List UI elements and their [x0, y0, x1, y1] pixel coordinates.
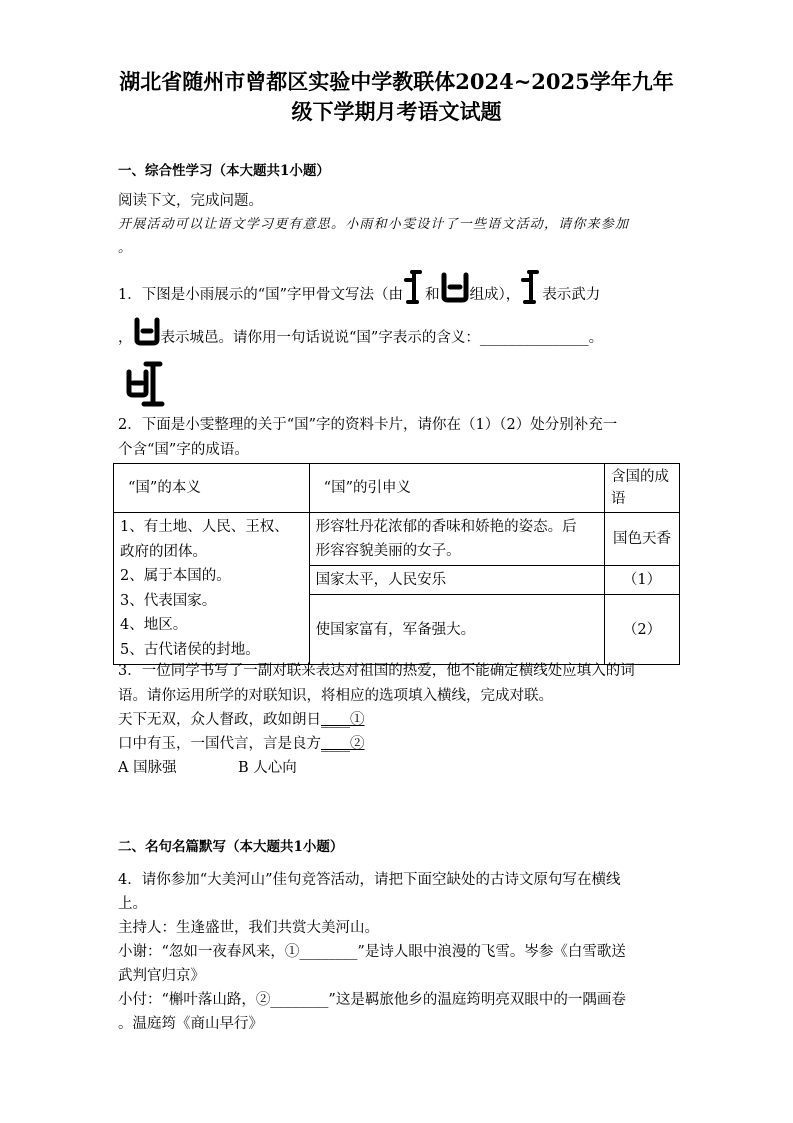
header-yinshen: “国”的引申义 [309, 464, 604, 513]
benyi-cell [114, 513, 310, 665]
couplet-text: 口中有玉，一国代言，言是良方 [118, 736, 321, 752]
oracle-ge-icon [403, 268, 425, 322]
q1-line2-comma: ， [118, 330, 133, 346]
yinshen-cell: 国家太平，人民安乐 [309, 566, 604, 595]
header-idiom: 含国的成语 [605, 464, 680, 513]
couplet-text: 天下无双，众人督政，政如朗日 [118, 712, 321, 728]
q1-part3: 表示武力 [542, 287, 601, 303]
q1-and: 和 [425, 287, 440, 303]
q3-option-a: A 国脉强 [118, 760, 177, 776]
section1-heading: 一、综合性学习（本大题共1小题） [118, 163, 330, 179]
document-title-line2: 级下学期月考语文试题 [291, 99, 502, 124]
section2-heading: 二、名句名篇默写（本大题共1小题） [118, 839, 344, 855]
benyi-line: 2、属于本国的。 [120, 568, 231, 584]
q3-line1: 3．一位同学书写了一副对联来表达对祖国的热爱，他不能确定横线处应填入的词 [118, 663, 635, 679]
benyi-line: 4、地区。 [120, 617, 188, 633]
benyi-line: 5、古代诸侯的封地。 [120, 641, 260, 658]
q2-line1: 2．下面是小雯整理的关于“国”字的资料卡片，请你在（1）（2）处分别补充一 [118, 417, 618, 433]
oracle-guo-icon [124, 358, 166, 417]
document-title-line1: 湖北省随州市曾都区实验中学教联体2024~2025学年九年 [119, 69, 674, 94]
section1-passage: 开展活动可以让语文学习更有意思。小雨和小雯设计了一些语文活动，请你来参加 [118, 217, 630, 232]
header-benyi: “国”的本义 [114, 464, 310, 513]
q1-line2 [118, 316, 603, 352]
section1-passage-end: 。 [118, 241, 133, 256]
oracle-ge-icon [520, 268, 542, 322]
q1-answer-blank[interactable]: _______________ [479, 330, 589, 346]
oracle-kou-icon [440, 271, 470, 319]
benyi-line: 1、有土地、人民、王权、 [120, 519, 289, 535]
q1-line2-text: 表示城邑。请你用一句话说说“国”字表示的含义： [160, 330, 480, 346]
q1-line2-end: 。 [588, 330, 604, 346]
guo-info-table [113, 463, 680, 665]
q4-line2: 上。 [118, 896, 147, 912]
yinshen-cell: 使国家富有，军备强大。 [309, 595, 604, 665]
couplet-blank-1[interactable]: ____① [321, 712, 365, 728]
fu-line1: 小付：“槲叶落山路，②________”这是羁旅他乡的温庭筠明亮双眼中的一隅画卷 [118, 992, 626, 1008]
idiom-cell: 国色天香 [605, 513, 680, 566]
yinshen-cell [309, 513, 604, 566]
xie-line2: 武判官归京》 [118, 968, 205, 984]
q1-line1 [118, 268, 600, 308]
idiom-blank-1[interactable]: （1） [605, 566, 680, 595]
q1-part1: 1．下图是小雨展示的“国”字甲骨文写法（由 [118, 287, 404, 303]
q4-line1: 4．请你参加“大美河山”佳句竞答活动，请把下面空缺处的古诗文原句写在横线 [118, 872, 621, 888]
oracle-guo-figure [124, 358, 166, 417]
q1-part2: 组成）， [469, 287, 521, 303]
idiom-blank-2[interactable]: （2） [605, 595, 680, 665]
q2-line2: 个含“国”字的成语。 [118, 442, 249, 458]
benyi-line: 政府的团体。 [120, 543, 207, 560]
benyi-line: 3、代表国家。 [120, 592, 217, 609]
section1-intro: 阅读下文，完成问题。 [118, 193, 263, 209]
yinshen-line: 形容容貌美丽的女子。 [315, 543, 461, 559]
oracle-kou-icon [133, 316, 161, 360]
q3-option-b: B 人心向 [238, 760, 297, 776]
xie-line1: 小谢：“忽如一夜春风来，①________”是诗人眼中浪漫的飞雪。岑参《白雪歌送 [118, 944, 626, 960]
q3-line2: 语。请你运用所学的对联知识，将相应的选项填入横线，完成对联。 [118, 688, 553, 704]
q3-couplet-2 [118, 733, 365, 755]
q3-couplet-1 [118, 709, 365, 731]
couplet-blank-2[interactable]: ____② [321, 736, 365, 752]
host-line: 主持人：生逢盛世，我们共赏大美河山。 [118, 920, 379, 936]
fu-line2: 。温庭筠《商山早行》 [118, 1016, 263, 1032]
yinshen-line: 形容牡丹花浓郁的香味和娇艳的姿态。后 [315, 519, 577, 535]
